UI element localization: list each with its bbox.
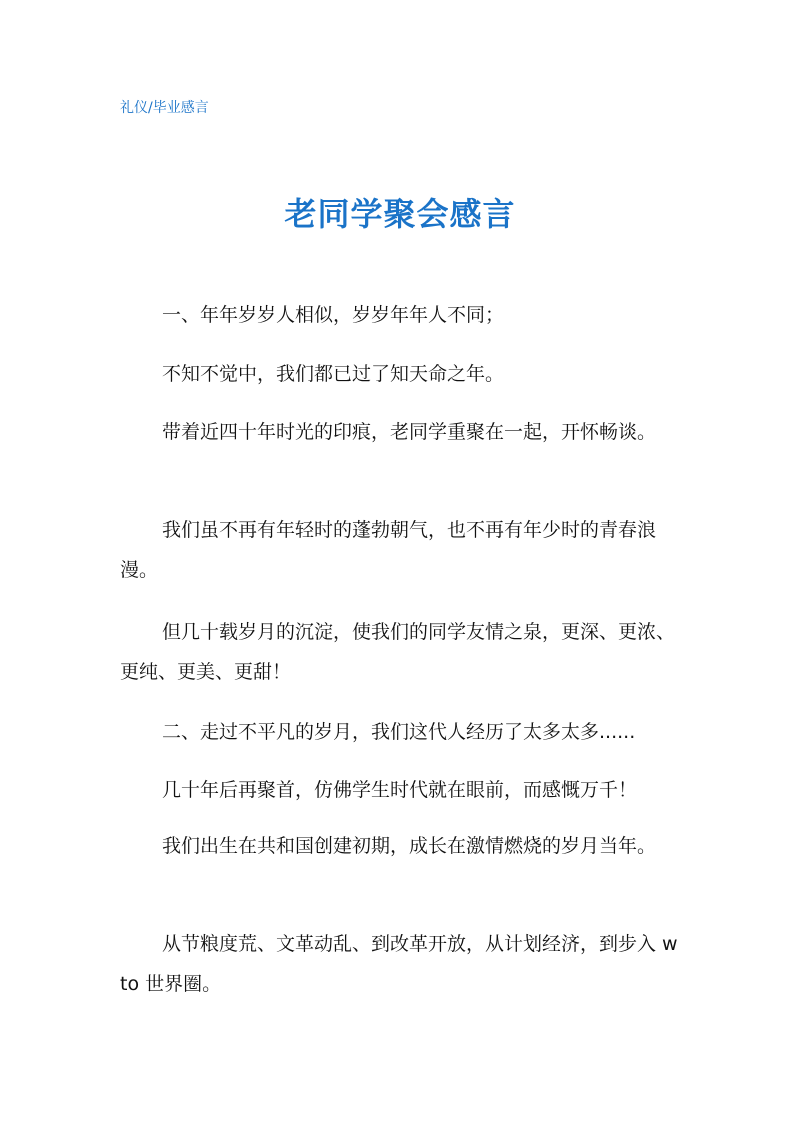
paragraph: 不知不觉中，我们都已过了知天命之年。 (162, 363, 505, 385)
paragraph: 从节粮度荒、文革动乱、到改革开放，从计划经济，到步入 wto 世界圈。 (120, 933, 678, 995)
breadcrumb[interactable]: 礼仪/毕业感言 (120, 100, 209, 116)
paragraph: 带着近四十年时光的印痕，老同学重聚在一起，开怀畅谈。 (162, 421, 657, 443)
paragraph: 我们出生在共和国创建初期，成长在激情燃烧的岁月当年。 (162, 835, 657, 857)
paragraph: 但几十载岁月的沉淀，使我们的同学友情之泉，更深、更浓、更纯、更美、更甜！ (120, 621, 676, 683)
page-title: 老同学聚会感言 (284, 195, 516, 233)
paragraph: 二、走过不平凡的岁月，我们这代人经历了太多太多...... (162, 721, 636, 743)
paragraph: 我们虽不再有年轻时的蓬勃朝气，也不再有年少时的青春浪漫。 (120, 519, 657, 581)
paragraph: 几十年后再聚首，仿佛学生时代就在眼前，而感慨万千！ (162, 779, 638, 801)
paragraph: 一、年年岁岁人相似，岁岁年年人不同； (162, 304, 505, 326)
